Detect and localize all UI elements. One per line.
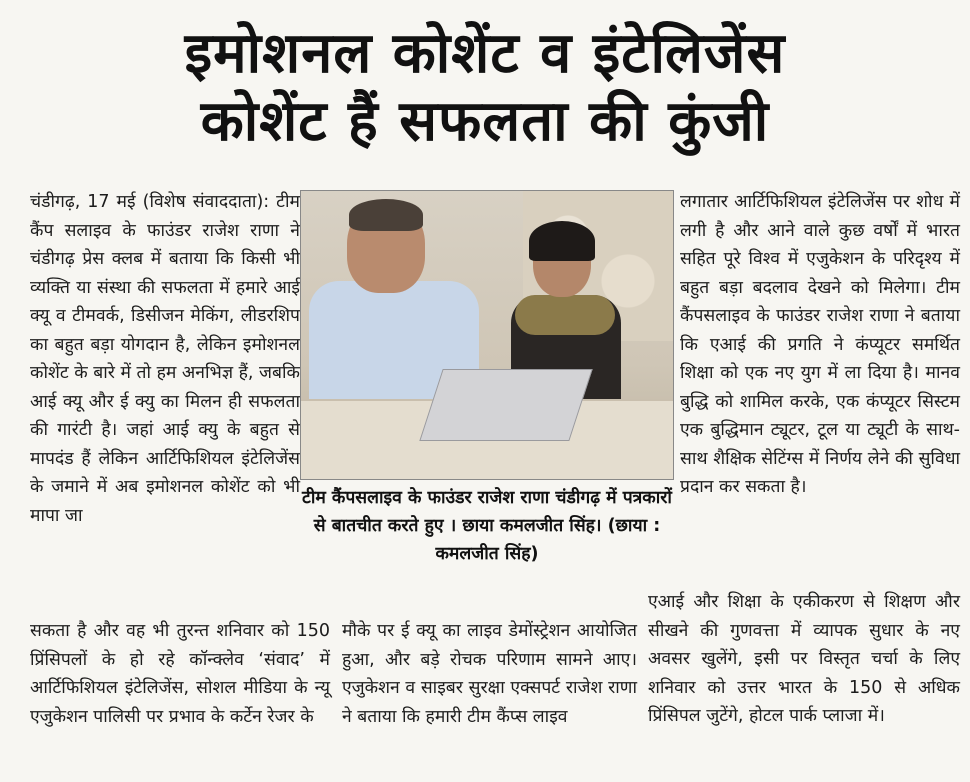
photo-laptop [419,369,592,441]
photo-woman-hair [529,221,595,261]
photo-man-hair [349,199,423,231]
article-column-middle: मौके पर ई क्यू का लाइव डेमोंस्ट्रेशन आयोजित हुआ, और बड़े रोचक परिणाम सामने आए। एजुकेशन व साइबर सुरक्षा एक्सपर्ट राजेश राणा ने बताया कि हमारी टीम कैंप्स लाइव [342,621,637,727]
article-column-right-continued: एआई और शिक्षा के एकीकरण से शिक्षण और सीखने की गुणवत्ता में व्यापक सुधार के नए अवसर खुलेंगे, इसी पर विस्तृत चर्चा के लिए शनिवार को उत्तर भारत के 150 से अधिक प्रिंसिपल जुटेंगे, होटल पार्क प्लाजा में। [648,592,960,726]
headline [0,20,970,156]
article-column-left: चंडीगढ़, 17 मई (विशेष संवाददाता): टीम कैंप सलाइव के फाउंडर राजेश राणा ने चंडीगढ़ प्रेस क्लब में बताया कि किसी भी व्यक्ति या संस्था की सफलता में हमारे आई क्यू व टीमवर्क, डिसीजन मेकिंग, लीडरशिप का बहुत बड़ा योगदान है, लेकिन इमोशनल कोशेंट के बारे में तो हम अनभिज्ञ हैं, जबकि आई क्यू और ई क्यु का मिलन ही सफलता की गारंटी है। जहां आई क्यु के बहुत से मापदंड हैं लेकिन आर्टिफिशियल इंटेलिजेंस के जमाने में अब इमोशनल कोशेंट को भी मापा जा [30,192,300,526]
photo-woman-scarf [515,295,615,335]
headline-line-1: इमोशनल कोशेंट व इंटेलिजेंस [184,21,786,86]
article-column-right: लगातार आर्टिफिशियल इंटेलिजेंस पर शोध में लगी है और आने वाले कुछ वर्षों में भारत सहित पूरे विश्व में एजुकेशन के परिदृश्य में बहुत बड़ा बदलाव देखने को मिलेगा। टीम कैंपसलाइव के फाउंडर राजेश राणा ने बताया कि एआई की प्रगति ने कंप्यूटर समर्थित शिक्षा को एक नए युग में ला दिया है। मानव बुद्धि को शामिल करके, एक कंप्यूटर सिस्टम एक बुद्धिमान ट्यूटर, टूल या ट्यूटी के साथ-साथ शैक्षिक सेटिंग्स में निर्णय लेने की सुविधा प्रदान कर सकता है। [680,192,960,497]
article-column-left-continued: सकता है और वह भी तुरन्त शनिवार को 150 प्रिंसिपलों के हो रहे कॉन्क्लेव ‘संवाद’ में आर्टिफिशियल इंटेलिजेंस, सोशल मीडिया के न्यू एजुकेशन पालिसी पर प्रभाव के कर्टेन रेजर के [30,621,330,727]
news-photo [300,190,674,480]
photo-caption: टीम कैंपसलाइव के फाउंडर राजेश राणा चंडीगढ़ में पत्रकारों से बातचीत करते हुए । छाया कमलजीत सिंह। (छाया : कमलजीत सिंह) [302,488,672,564]
headline-line-2: कोशेंट हैं सफलता की कुंजी [200,89,770,154]
